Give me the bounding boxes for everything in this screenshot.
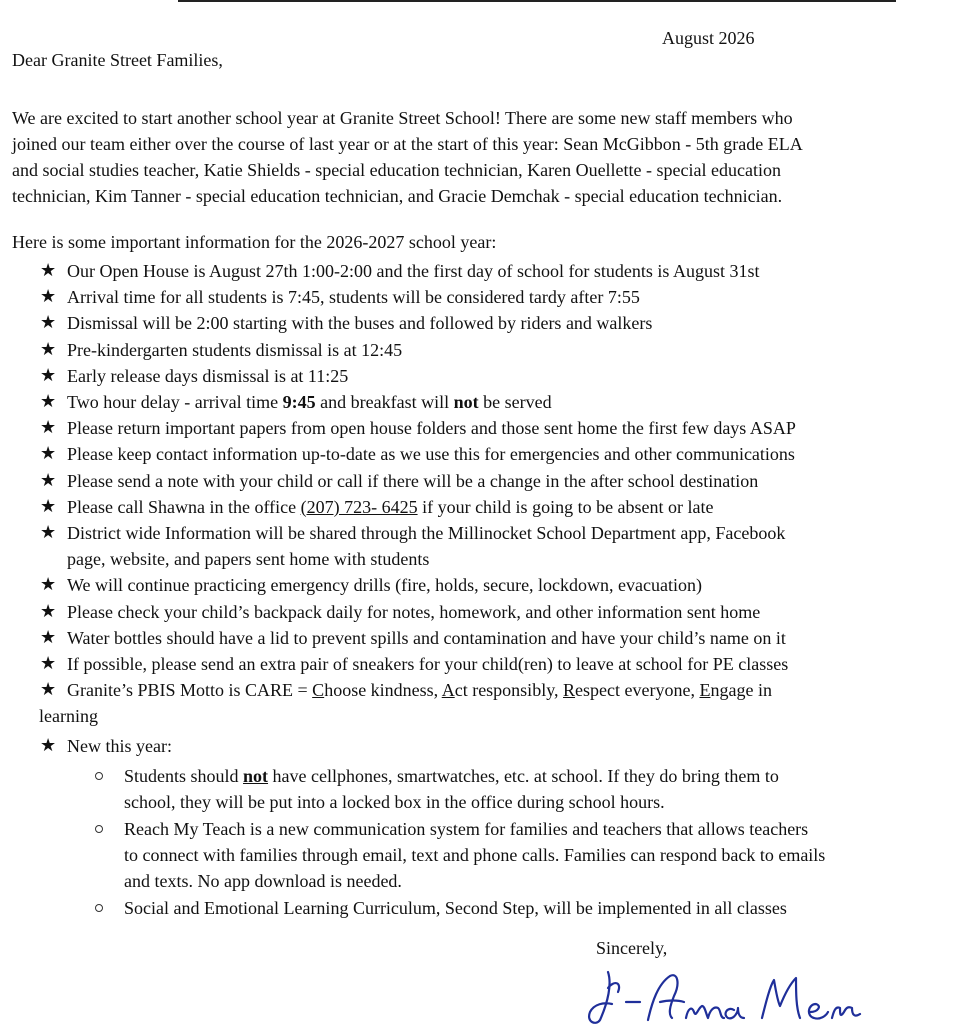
bullet-text: Dismissal will be 2:00 starting with the buses and followed by riders and walkers [67,313,653,334]
sub-item-text: and texts. No app download is needed. [124,871,402,892]
star-icon: ★ [40,286,57,308]
star-icon: ★ [40,600,57,622]
bullet-text: Please call Shawna in the office [67,496,301,517]
bullet-text: Granite’s PBIS Motto is CARE = [67,680,313,701]
info-list [0,258,900,921]
star-icon: ★ [40,626,57,648]
star-icon: ★ [40,443,57,465]
star-icon: ★ [40,495,57,517]
new-this-year-sublist [0,763,900,921]
bullet-text: hoose kindness, [324,680,442,701]
sub-item-second-step [0,895,900,921]
sub-item-text: Students should [124,765,244,786]
star-icon: ★ [40,574,57,596]
star-icon: ★ [40,522,57,544]
salutation: Dear Granite Street Families, [12,50,223,70]
sub-item-text: Social and Emotional Learning Curriculum, Second Step, will be implemented in all classes [124,897,787,918]
motto-line [67,677,900,703]
intro-line: and social studies teacher, Katie Shields - special education technician, Karen Ouellette - special education [12,160,781,180]
list-item-pbis-motto [0,677,900,729]
bullet-text: Pre-kindergarten students dismissal is at 12:45 [67,339,403,360]
bullet-text: Water bottles should have a lid to prevent spills and contamination and have your child’s name on it [67,627,786,648]
bullet-text: Arrival time for all students is 7:45, students will be considered tardy after 7:55 [67,287,640,308]
bullet-text: Early release days dismissal is at 11:25 [67,365,349,386]
bullet-text: Two hour delay - arrival time [67,392,283,413]
sub-item-reach-my-teach [0,816,900,895]
star-icon: ★ [40,260,57,281]
circle-bullet-icon [95,904,103,912]
star-icon: ★ [40,391,57,413]
bullet-text: We will continue practicing emergency drills (fire, holds, secure, lockdown, evacuation) [67,575,703,596]
star-icon: ★ [40,312,57,334]
list-item-district-info [0,520,900,572]
list-item-two-hour-delay [0,389,900,415]
list-item-water-bottles [0,625,900,651]
emphasis-not: not [243,765,269,786]
star-icon: ★ [40,734,57,756]
list-item-dismissal [0,310,900,336]
sub-item-cellphones [0,763,900,816]
list-item-backpack [0,599,900,625]
intro-paragraph [12,105,892,209]
bullet-text: New this year: [67,735,172,756]
list-item-call-office [0,494,900,520]
letter-date: August 2026 [662,28,755,48]
sub-item-text: have cellphones, smartwatches, etc. at school. If they do bring them to [268,765,779,786]
sub-item-line [124,763,900,789]
bullet-text: If possible, please send an extra pair of sneakers for your child(ren) to leave at school for PE classes [67,654,789,675]
sub-item-text: school, they will be put into a locked box in the office during school hours. [124,792,665,813]
bullet-text: ct responsibly, [454,680,564,701]
star-icon: ★ [40,338,57,360]
list-item-prek-dismissal [0,337,900,363]
bullet-text: Our Open House is August 27th 1:00-2:00 and the first day of school for students is August 31st [67,261,760,281]
star-icon: ★ [40,417,57,439]
sub-list [0,763,900,921]
intro-line: joined our team either over the course of last year or at the start of this year: Sean McGibbon - 5th grade ELA [12,134,803,154]
closing: Sincerely, [596,938,668,958]
top-rule [178,0,896,2]
motto-letter-r: R [563,680,576,701]
emphasis-not: not [453,392,479,413]
bullet-text: Please check your child’s backpack daily for notes, homework, and other information sent home [67,601,761,622]
bullet-text: be served [478,392,552,413]
bullet-text: if your child is going to be absent or late [417,496,714,517]
bullet-text: Please return important papers from open house folders and those sent home the first few days ASAP [67,418,796,439]
list-item-arrival [0,284,900,310]
list-item-send-note [0,468,900,494]
bullet-text: page, website, and papers sent home with students [67,549,430,570]
motto-letter-e: E [699,680,711,701]
star-icon: ★ [40,469,57,491]
info-heading: Here is some important information for the 2026-2027 school year: [12,232,497,252]
sub-item-text: to connect with families through email, text and phone calls. Families can respond back to emails [124,845,826,866]
office-phone-number: (207) 723- 6425 [300,496,418,517]
motto-letter-c: C [312,680,325,701]
list-item-new-this-year [0,733,900,759]
list-item-sneakers [0,651,900,677]
bullet-text: espect everyone, [575,680,700,701]
intro-line: technician, Kim Tanner - special education technician, and Gracie Demchak - special education technician. [12,186,783,206]
circle-bullet-icon [95,772,103,780]
delay-arrival-time: 9:45 [282,392,316,413]
signature-image [578,962,878,1024]
star-icon: ★ [40,364,57,386]
bullet-text: and breakfast will [315,392,454,413]
list-item-emergency-drills [0,572,900,598]
bullet-text: ngage in [710,680,772,701]
circle-bullet-icon [95,825,103,833]
star-icon: ★ [40,679,57,701]
bullet-text: Please keep contact information up-to-date as we use this for emergencies and other communications [67,444,795,465]
star-icon: ★ [40,653,57,675]
intro-line: We are excited to start another school year at Granite Street School! There are some new staff members who [12,108,793,128]
list-item-return-papers [0,415,900,441]
list-item-contact-info [0,441,900,467]
list-item-early-release [0,363,900,389]
bullet-text: learning [39,706,98,727]
sub-item-text: Reach My Teach is a new communication system for families and teachers that allows teachers [124,818,809,839]
motto-letter-a: A [441,680,455,701]
bullet-text: Please send a note with your child or call if there will be a change in the after school destination [67,470,759,491]
list-item-open-house [0,258,900,284]
bullet-text: District wide Information will be shared through the Millinocket School Department app, Facebook [67,523,786,544]
